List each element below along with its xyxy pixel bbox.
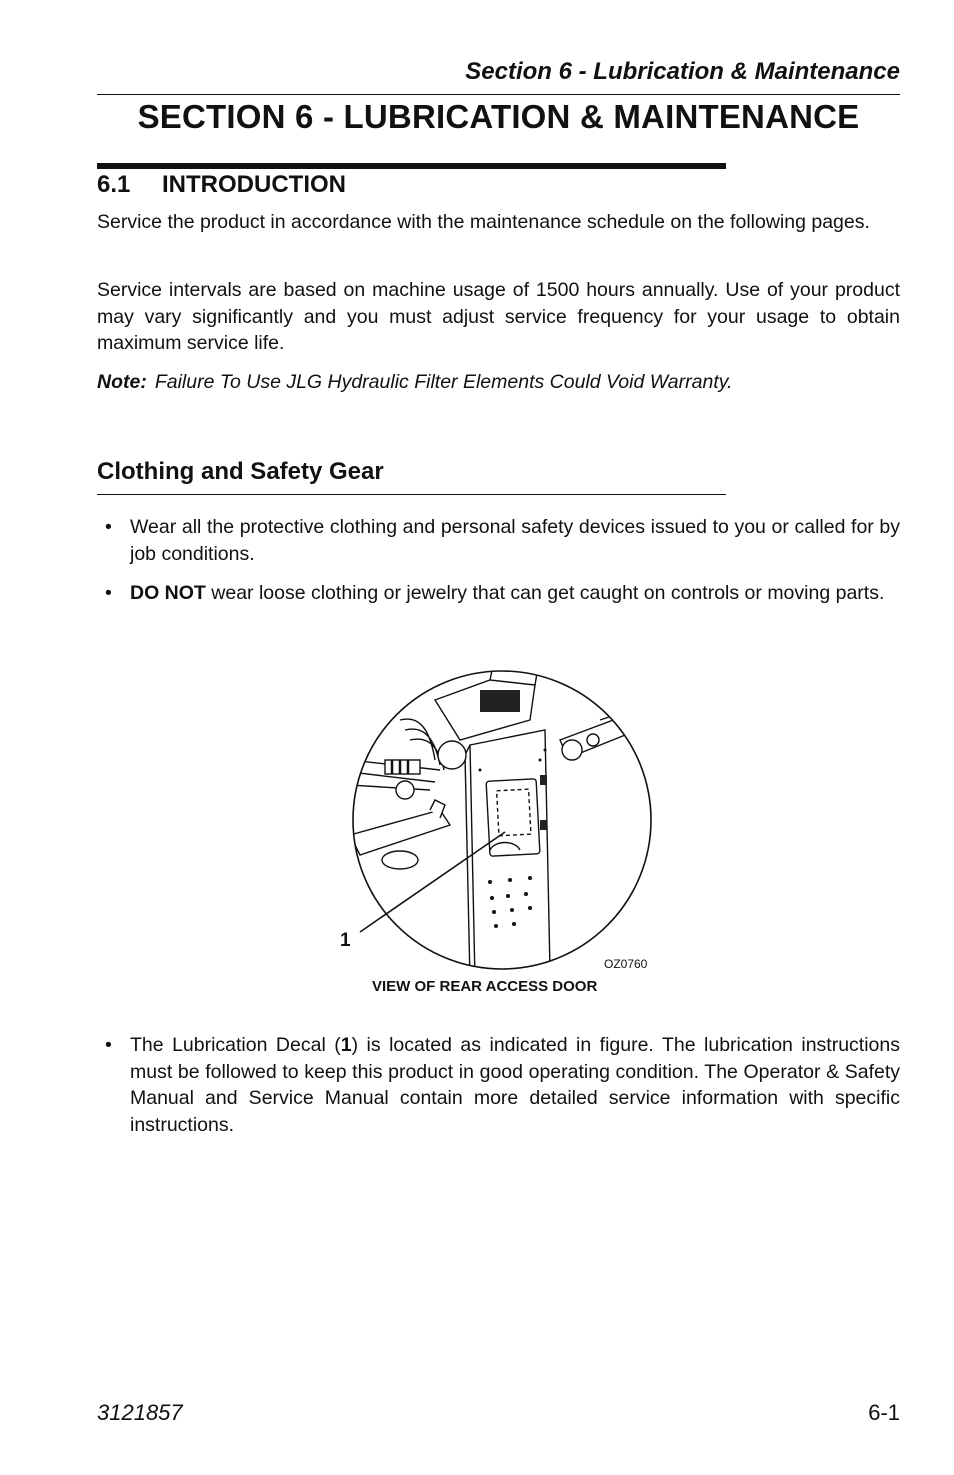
figure-caption: VIEW OF REAR ACCESS DOOR	[372, 978, 598, 995]
intro-heading	[97, 171, 346, 199]
bullet-loose-clothing	[105, 580, 900, 607]
section-rule	[97, 163, 726, 169]
figure-callout-1: 1	[340, 930, 351, 951]
rear-access-door-figure	[340, 660, 670, 980]
bullet-dot: •	[105, 1034, 112, 1056]
intro-heading-text: INTRODUCTION	[162, 171, 346, 198]
bullet-text: Wear all the protective clothing and personal safety devices issued to you or called for by job conditions.	[130, 516, 900, 565]
section-title: SECTION 6 - LUBRICATION & MAINTENANCE	[137, 98, 860, 135]
bullet-dot: •	[105, 582, 112, 604]
intro-number: 6.1	[97, 171, 131, 198]
do-not-emphasis: DO NOT	[130, 582, 206, 604]
intro-paragraph-2: Service intervals are based on machine usage of 1500 hours annually. Use of your product may vary significantly and you must adjust service frequency for your usage to obtain maximum service life.	[97, 279, 900, 354]
bullet-lubrication-decal	[105, 1032, 900, 1138]
bullet-dot: •	[105, 516, 112, 538]
bullet-protective-clothing	[105, 514, 900, 567]
running-header: Section 6 - Lubrication & Maintenance	[465, 58, 900, 85]
decal-text-b: ) is located as indicated in figure. The lubrication instructions must be followed to keep this product in good operating condition. The Operator & Safety Manual and Service Manual contain more detailed service information with specific instructions.	[130, 1034, 900, 1136]
decal-callout-ref: 1	[340, 1034, 352, 1056]
clothing-heading: Clothing and Safety Gear	[97, 458, 384, 485]
warranty-note	[97, 371, 900, 394]
note-label: Note:	[97, 371, 147, 393]
bullet-text	[130, 1032, 900, 1138]
note-text: Failure To Use JLG Hydraulic Filter Elements Could Void Warranty.	[154, 371, 733, 393]
bullet-text	[130, 580, 900, 607]
page-number: 6-1	[868, 1400, 900, 1425]
doc-number: 3121857	[97, 1400, 183, 1425]
clothing-rule	[97, 494, 726, 495]
figure-code: OZ0760	[604, 957, 648, 971]
decal-text-a: The Lubrication Decal (	[130, 1034, 341, 1056]
intro-paragraph-1: Service the product in accordance with the maintenance schedule on the following pages.	[97, 211, 870, 233]
header-rule	[97, 94, 900, 95]
bullet-text-rest: wear loose clothing or jewelry that can get caught on controls or moving parts.	[205, 582, 885, 604]
